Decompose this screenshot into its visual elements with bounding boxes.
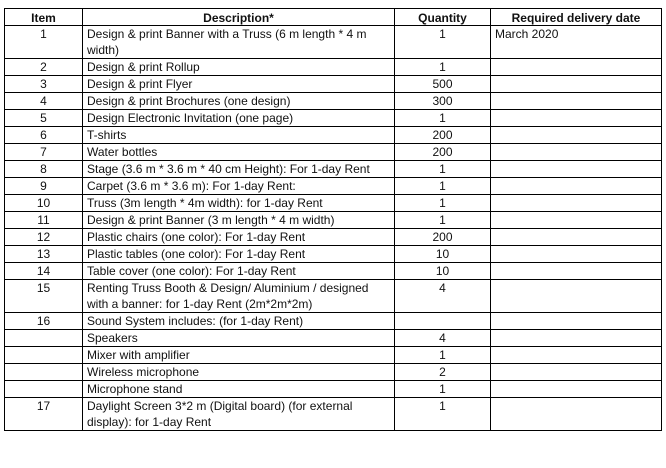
item-delivery-date: [491, 280, 662, 313]
item-delivery-date: [491, 229, 662, 246]
header-item: Item: [5, 9, 83, 26]
header-delivery-date: Required delivery date: [491, 9, 662, 26]
item-quantity: 1: [395, 110, 491, 127]
item-description: Microphone stand: [83, 381, 395, 398]
item-description: Renting Truss Booth & Design/ Aluminium / designed with a banner: for 1-day Rent (2m*2m*2m): [83, 280, 395, 313]
item-number: 6: [5, 127, 83, 144]
table-row: [5, 364, 662, 381]
item-number: 2: [5, 59, 83, 76]
table-row: [5, 246, 662, 263]
item-number: 13: [5, 246, 83, 263]
header-row: [5, 9, 662, 26]
item-delivery-date: [491, 398, 662, 431]
table-row: [5, 144, 662, 161]
table-row: [5, 398, 662, 431]
item-delivery-date: [491, 127, 662, 144]
table-row: [5, 110, 662, 127]
item-delivery-date: [491, 330, 662, 347]
item-description: Design & print Banner (3 m length * 4 m width): [83, 212, 395, 229]
item-delivery-date: [491, 246, 662, 263]
item-quantity: 1: [395, 347, 491, 364]
item-number: 17: [5, 398, 83, 431]
item-delivery-date: [491, 161, 662, 178]
item-number: 7: [5, 144, 83, 161]
item-quantity: 200: [395, 127, 491, 144]
item-description: Design & print Brochures (one design): [83, 93, 395, 110]
table-row: [5, 212, 662, 229]
item-quantity: 1: [395, 398, 491, 431]
item-delivery-date: [491, 364, 662, 381]
item-number: 12: [5, 229, 83, 246]
item-description: Mixer with amplifier: [83, 347, 395, 364]
item-description: Water bottles: [83, 144, 395, 161]
item-description: Sound System includes: (for 1-day Rent): [83, 313, 395, 330]
item-quantity: 500: [395, 76, 491, 93]
item-description: T-shirts: [83, 127, 395, 144]
item-description: Speakers: [83, 330, 395, 347]
item-description: Design Electronic Invitation (one page): [83, 110, 395, 127]
header-quantity: Quantity: [395, 9, 491, 26]
item-number: 9: [5, 178, 83, 195]
item-delivery-date: March 2020: [491, 26, 662, 59]
item-delivery-date: [491, 144, 662, 161]
item-delivery-date: [491, 263, 662, 280]
item-description: Stage (3.6 m * 3.6 m * 40 cm Height): For 1-day Rent: [83, 161, 395, 178]
item-number: [5, 330, 83, 347]
table-row: [5, 313, 662, 330]
item-number: 11: [5, 212, 83, 229]
item-quantity: 200: [395, 229, 491, 246]
item-quantity: 1: [395, 161, 491, 178]
item-number: [5, 381, 83, 398]
table-row: [5, 330, 662, 347]
item-description: Carpet (3.6 m * 3.6 m): For 1-day Rent:: [83, 178, 395, 195]
item-delivery-date: [491, 381, 662, 398]
item-delivery-date: [491, 76, 662, 93]
item-description: Wireless microphone: [83, 364, 395, 381]
item-quantity: 4: [395, 330, 491, 347]
item-quantity: 1: [395, 381, 491, 398]
item-quantity: 1: [395, 26, 491, 59]
table-row: [5, 347, 662, 364]
item-number: 14: [5, 263, 83, 280]
item-number: 8: [5, 161, 83, 178]
item-description: Design & print Rollup: [83, 59, 395, 76]
item-delivery-date: [491, 59, 662, 76]
item-delivery-date: [491, 110, 662, 127]
item-description: Design & print Flyer: [83, 76, 395, 93]
item-delivery-date: [491, 178, 662, 195]
item-delivery-date: [491, 195, 662, 212]
item-quantity: 300: [395, 93, 491, 110]
item-number: 5: [5, 110, 83, 127]
table-row: [5, 127, 662, 144]
item-number: [5, 364, 83, 381]
item-quantity: [395, 313, 491, 330]
item-number: 1: [5, 26, 83, 59]
table-row: [5, 229, 662, 246]
item-number: 3: [5, 76, 83, 93]
item-quantity: 2: [395, 364, 491, 381]
item-number: [5, 347, 83, 364]
table-row: [5, 93, 662, 110]
item-quantity: 1: [395, 195, 491, 212]
item-quantity: 4: [395, 280, 491, 313]
item-quantity: 1: [395, 212, 491, 229]
table-row: [5, 178, 662, 195]
item-description: Plastic tables (one color): For 1-day Rent: [83, 246, 395, 263]
item-delivery-date: [491, 212, 662, 229]
table-row: [5, 76, 662, 93]
header-description: Description*: [83, 9, 395, 26]
item-delivery-date: [491, 347, 662, 364]
table-row: [5, 195, 662, 212]
item-number: 16: [5, 313, 83, 330]
item-quantity: 10: [395, 246, 491, 263]
item-description: Design & print Banner with a Truss (6 m length * 4 m width): [83, 26, 395, 59]
table-row: [5, 26, 662, 59]
item-description: Table cover (one color): For 1-day Rent: [83, 263, 395, 280]
items-table: [4, 8, 662, 431]
item-description: Truss (3m length * 4m width): for 1-day Rent: [83, 195, 395, 212]
table-row: [5, 263, 662, 280]
table-row: [5, 161, 662, 178]
item-delivery-date: [491, 313, 662, 330]
item-quantity: 1: [395, 59, 491, 76]
item-quantity: 1: [395, 178, 491, 195]
table-row: [5, 280, 662, 313]
item-description: Daylight Screen 3*2 m (Digital board) (for external display): for 1-day Rent: [83, 398, 395, 431]
item-number: 10: [5, 195, 83, 212]
table-row: [5, 381, 662, 398]
item-number: 15: [5, 280, 83, 313]
item-delivery-date: [491, 93, 662, 110]
item-description: Plastic chairs (one color): For 1-day Rent: [83, 229, 395, 246]
item-quantity: 10: [395, 263, 491, 280]
item-number: 4: [5, 93, 83, 110]
item-quantity: 200: [395, 144, 491, 161]
table-row: [5, 59, 662, 76]
